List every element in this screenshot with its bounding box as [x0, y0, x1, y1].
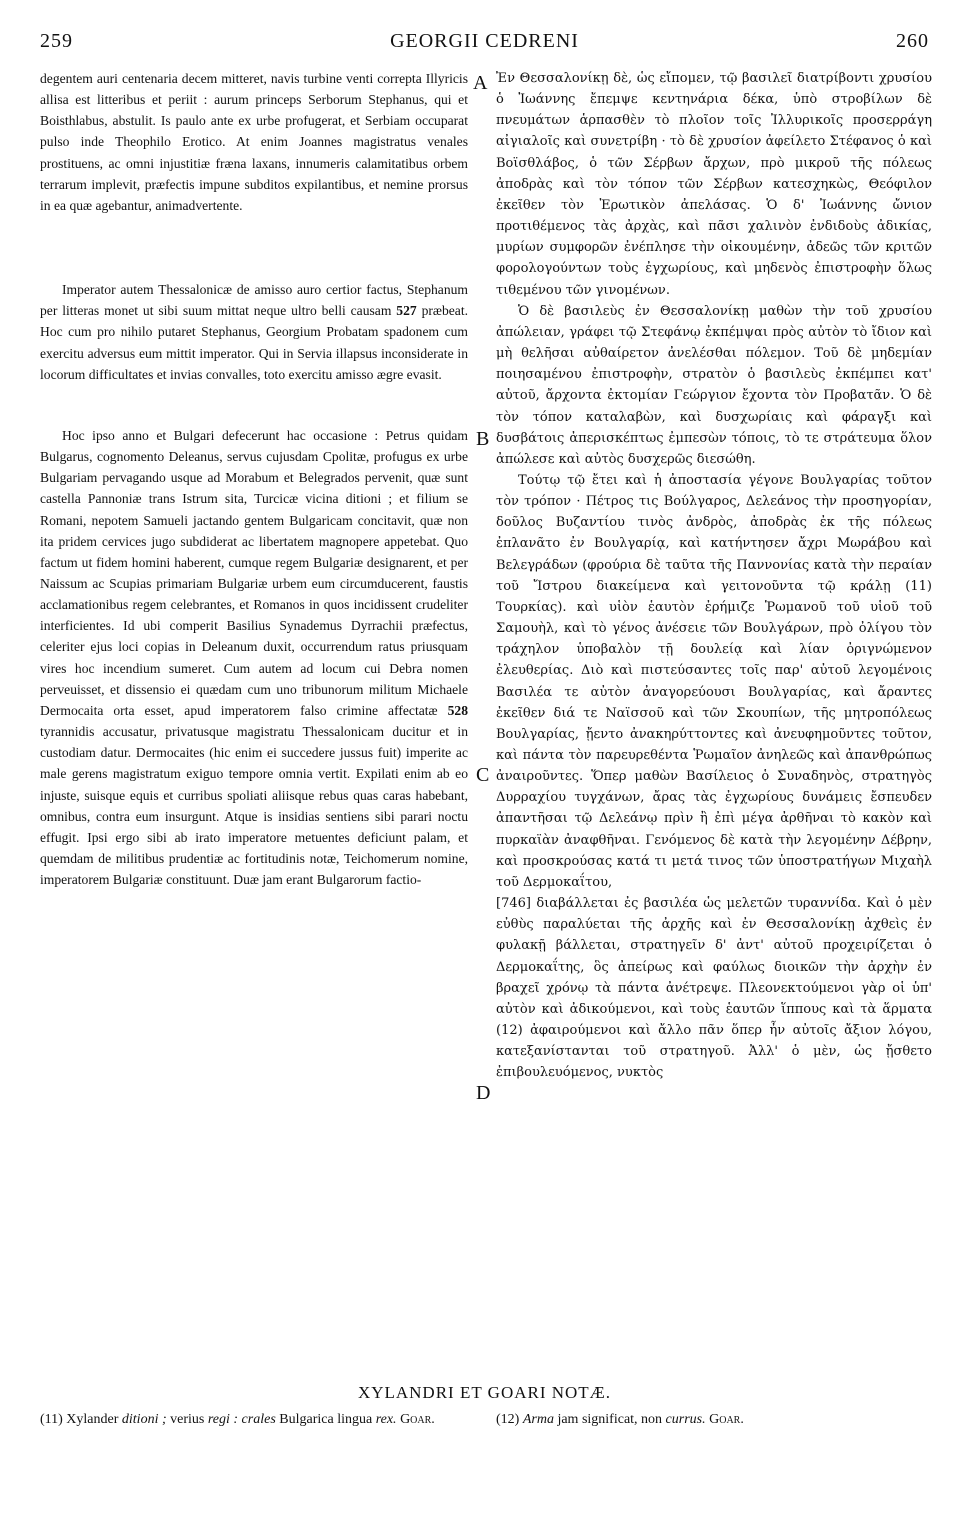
footnote-11-text-c: verius: [166, 1412, 208, 1427]
latin-paragraph-2: [40, 279, 468, 385]
footnote-12: [496, 1410, 932, 1429]
margin-letter-b: B: [476, 428, 490, 450]
inline-page-number-528: 528: [447, 702, 468, 718]
footnote-11-text-f: rex.: [375, 1412, 397, 1427]
footnote-12-text-d: currus.: [665, 1412, 706, 1427]
notes-title: XYLANDRI ET GOARI NOTÆ.: [357, 1383, 612, 1402]
latin-paragraph-3: [40, 425, 468, 890]
footnote-12-text-c: jam significat, non: [553, 1412, 666, 1427]
latin-paragraph-2-cont: præbeat. Hoc cum pro nihilo putaret Stephanus, Georgium Probatam spadonem cum exercitu adversus eum mittit imperator. Qui in Servia illapsus inconsiderate in locorum difficultates et invias convalles, toto exercitu amisso ægre evasit.: [40, 303, 468, 382]
footnote-12-text-b: Arma: [522, 1412, 554, 1427]
footnote-12-text-a: (12): [496, 1412, 523, 1427]
footnote-12-text-e: Goar.: [705, 1412, 744, 1427]
latin-paragraph-3-cont: tyrannidis accusatur, privatusque magistratu Thessalonicam ducitur et in custodiam datur. Dermocaites (hic enim ei succedere jussus fuit) imperite ac male gerens magistratum exiguo tempore omnia vertit. Expilati enim ab eo injuste, suisque equis et curribus spoliati aliisque rebus quas caras habebant, omnibus, contra eum insurgunt. Atque is insidias sentiens sibi parari noctu effugit. Ipsi ergo sibi ab irato imperatore metuentes deficiunt palam, et quemdam de militibus prudentiæ ac fortitudinis notæ, Teichomerum nomine, imperatorem Bulgariæ constituunt. Duæ jam erant Bulgarorum factio-: [40, 724, 468, 888]
page-number-left: 259: [40, 30, 73, 52]
footnote-11-text-g: Goar.: [396, 1412, 435, 1427]
greek-column: [496, 68, 932, 1378]
greek-paragraph-2: Ὁ δὲ βασιλεὺς ἐν Θεσσαλονίκῃ μαθὼν τὴν τοῦ χρυσίου ἀπώλειαν, γράφει τῷ Στεφάνῳ ἐκπέμψαι πρὸς αὐτὸν τὸ ἴδιον καὶ μὴ θελῆσαι αὐθαίρετον ἀνελέσθαι πόλεμον. Τοῦ δὲ μηδεμίαν ποιησαμένου ἐπιστροφὴν, στρατὸν ὁ βασιλεὺς ἐκπέμπει κατ' αὐτοῦ, ἄρχοντα ἐκτομίαν Γεώργιον ἔχοντα τὸν Προβατᾶν. Ὁ δὲ τὸν τόπον καταλαβὼν, καὶ δυσχωρίαις καὶ φάραγξι καὶ δυσβάτοις ἀπερισκέπτως ἐμπεσὼν τόποις, τὸ τε στράτευμα ὅλον ἀπώλεσε καὶ αὐτὸς δυσχερῶς διεσώθη.: [496, 303, 932, 467]
greek-paragraph-4: [746] διαβάλλεται ἐς βασιλέα ὡς μελετῶν τυραννίδα. Καὶ ὁ μὲν εὐθὺς παραλύεται τῆς ἀρχῆς καὶ ἐν Θεσσαλονίκῃ ἀχθεὶς ἐν φυλακῇ βάλλεται, στρατηγεῖν δ' ἀντ' αὐτοῦ προχειρίζεται ὁ Δερμοκαΐτης, ὃς ἀπείρως καὶ φαύλως διοικῶν τὴν ἀρχὴν ἐν βραχεῖ χρόνῳ τὰ πάντα ἀνέτρεψε. Πλεονεκτούμενοι γὰρ οἱ ὑπ' αὐτὸν καὶ ἀδικούμενοι, καὶ τοὺς ἑαυτῶν ἵππους καὶ τὰ ἅρματα (12) ἀφαιρούμενοι καὶ ἄλλο πᾶν ὅπερ ἦν αὐτοῖς ἄξιον λόγου, κατεξανίστανται τοῦ στρατηγοῦ. Ἀλλ' ὁ μὲν, ὡς ᾔσθετο ἐπιβουλευόμενος, νυκτὸς: [496, 896, 932, 1081]
running-title: GEORGII CEDRENI: [390, 30, 579, 52]
greek-paragraph-1: Ἐν Θεσσαλονίκῃ δὲ, ὡς εἴπομεν, τῷ βασιλεῖ διατρίβοντι χρυσίου ὁ Ἰωάννης ἔπεμψε κεντηνάρια δέκα, ὑπὸ στροβίλων δὲ πνευμάτων ἁρπασθὲν τὸ πλοῖον τοῖς Ἰλλυρικοῖς προσερράγη αἰγιαλοῖς καὶ συνετρίβη · τὸ δὲ χρυσίον ἀφείλετο Στέφανος ὁ καὶ Βοϊσθλάβος, ὁ τῶν Σέρβων ἄρχων, πρὸ μικροῦ τῆς πόλεως ἀποδρὰς καὶ τὸν τόπον τῶν Σέρβων κατεσχηκὼς, Θεόφιλον ἐκεῖθεν τὸν Ἐρωτικὸν ἀπελάσας. Ὁ δ' Ἰωάννης ὤνιον προτιθέμενος τὰς ἀρχὰς, καὶ πᾶσι χαλινὸν ἐνδιδοὺς ἀδικίας, μυρίων συμφορῶν ἐνέπλησε τὴν οἰκουμένην, ἀδεῶς τῶν κριτῶν φορολογούντων τοὺς ἐγχωρίους, καὶ μηδενὸς ἐπιστροφὴν ὅλως τιθεμένου τῶν γινομένων.: [496, 71, 932, 298]
footnote-11-text-a: (11) Xylander: [40, 1412, 122, 1427]
margin-letter-a: A: [473, 72, 488, 94]
page-number-right: 260: [896, 30, 929, 52]
footnote-11-text-e: Bulgarica lingua: [275, 1412, 376, 1427]
latin-paragraph-3-text: Hoc ipso anno et Bulgari defecerunt hac occasione : Petrus quidam Bulgarus, cognomento Deleanus, servus cujusdam Cpolitæ, profugus ex urbe Bulgariam pervagando usque ad Morabum et Belegrados pervenit, quæ sunt castella Pannoniæ trans Istrum sita, Turcicæ vicina ditioni ; et filium se Romani, nepotem Samueli jactando gentem Bulgaricam concitavit, quæ non ita pridem cervices jugo subdiderat ac libertatem magnopere appetebat. Quo factum ut fidem homini haberent, cumque regem Bulgariæ designarent, et per Naissum ac Scupias primariam Bulgariæ urbem eum circumducerent, faustis acclamationibus regem celebrantes, et Romanos in quos incidissent crudeliter interficientes. Id ubi comperit Basilius Synademus Dyrrachii præfectus, celeriter ejus loci copias in Deleanum duxit, occurrendum ratus priusquam vires hoc incendium sumeret. Cum autem ad locum cui Debra nomen perveuisset, et dissensio ei quædam cum uno tribunorum militum Michaele Dermocaita orta esset, apud imperatorem falso crimine affectatæ: [40, 427, 468, 718]
latin-paragraph-1: degentem auri centenaria decem mitteret, navis turbine venti correpta Illyricis allisa est litteribus et periit : aurum princeps Serborum Stephanus, qui et Boisthlabus, abstulit. Is paulo ante ex urbe profugerat, et Serbiam occuparat pulso inde Theophilo Erotico. At enim Joannes magistratus venales prostituens, ac omni injustitiæ fræna laxans, innumeris calamitatibus orbem terrarum implevit, præfectis impune subditos expilantibus, et nemine prorsus in ea quæ agebantur, animadvertente.: [40, 71, 468, 213]
footnote-11: [40, 1410, 470, 1429]
page-header: [40, 30, 929, 58]
inline-page-number-527: 527: [396, 303, 417, 319]
margin-letter-c: C: [476, 764, 490, 786]
greek-paragraph-3: Τούτῳ τῷ ἔτει καὶ ἡ ἀποστασία γέγονε Βουλγαρίας τοῦτον τὸν τρόπον · Πέτρος τις Βούλγαρος, Δελεάνος τὴν προσηγορίαν, δοῦλος Βυζαντίου τινὸς ἀνδρὸς, ἀποδρὰς ἐκ τῆς πόλεως ἐπλανᾶτο ἐν Βουλγαρίᾳ, καὶ κατήντησεν ἄχρι Μωράβου καὶ Βελεγράδων (φρούρια δὲ ταῦτα τῆς Παννονίας κατὰ τὴν περαίαν τοῦ Ἴστρου διακείμενα καὶ γειτονοῦντα τῷ κράλῃ (11) Τουρκίας). καὶ υἱὸν ἑαυτὸν ἐρήμιζε Ῥωμανοῦ τοῦ υἱοῦ τοῦ Σαμουὴλ, καὶ τὸ γένος ἀνέσειε τῶν Βουλγάρων, πρὸ ὀλίγου τὸν τράχηλον ὑποβαλὸν τῇ δουλείᾳ καὶ λίαν ὀριγνώμενον ἐλευθερίας. Διὸ καὶ πιστεύσαντες τοῖς παρ' αὐτοῦ λεγομένοις Βασιλέα τε αὐτὸν ἀναγορεύουσι Βουλγαρίας, καὶ ἄραντες ἐκεῖθεν διά τε Ναϊσσοῦ καὶ τῶν Σκουπίων, τῆς μητροπόλεως Βουλγαρίας, ᾔεντο ἀνακηρύττοντες καὶ ἀνευφημοῦντες τοῦτον, καὶ πάντα τὸν παρευρεθέντα Ῥωμαῖον ἀνηλεῶς καὶ ἀπανθρώπως ἀναιροῦντες. Ὅπερ μαθὼν Βασίλειος ὁ Συναδηνὸς, στρατηγὸς Δυρραχίου τυγχάνων, ἄρας τὰς ἐγχωρίους δυνάμεις ἔσπευδεν ἀπαντῆσαι τῷ Δελεάνῳ πρὶν ἢ ἐπὶ μέγα ἀρθῆναι τὸ κακὸν καὶ πυρκαϊὰν ἀναφθῆναι. Γενόμενος δὲ κατὰ τὴν λεγομένην Δέβρην, καὶ προσκρούσας κατά τι μετά τινος τῶν ὑποστρατήγων Μιχαὴλ τοῦ Δερμοκαΐτου,: [496, 472, 932, 890]
latin-paragraph-2-text: Imperator autem Thessalonicæ de amisso auro certior factus, Stephanum per litteras monet ut sibi suum mittat neque ultro belli causam: [40, 282, 468, 319]
footnote-11-text-d: regi : crales: [207, 1412, 276, 1427]
latin-column: [40, 68, 468, 1378]
margin-letter-d: D: [476, 1082, 491, 1104]
footnote-11-text-b: ditioni ;: [121, 1412, 167, 1427]
